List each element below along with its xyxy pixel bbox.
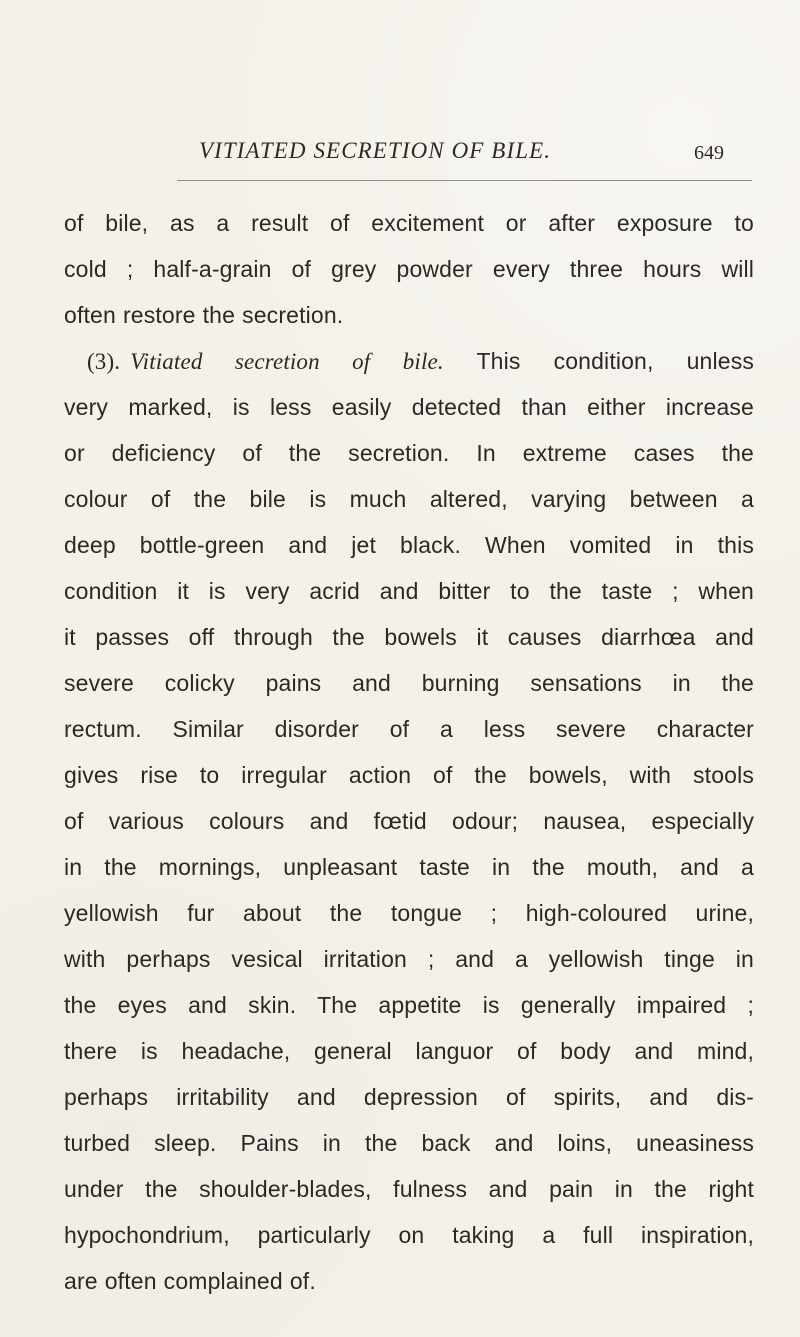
page-header <box>0 138 800 170</box>
section-heading: Vitiated secretion of bile. <box>130 349 444 374</box>
text-line: it passes off through the bowels it causes diarrhœa and <box>64 624 754 650</box>
text-line: condition it is very acrid and bitter to the taste ; when <box>64 578 754 604</box>
text-line: are often complained of. <box>64 1268 316 1294</box>
body-text <box>64 200 754 1304</box>
text-line: turbed sleep. Pains in the back and loins, uneasiness <box>64 1130 754 1156</box>
text-line: of various colours and fœtid odour; nausea, especially <box>64 808 754 834</box>
text-line: gives rise to irregular action of the bowels, with stools <box>64 762 754 788</box>
page-number: 649 <box>694 142 724 164</box>
text-line: rectum. Similar disorder of a less severe character <box>64 716 754 742</box>
section-number: (3). <box>87 349 121 374</box>
text-line: yellowish fur about the tongue ; high-coloured urine, <box>64 900 754 926</box>
running-head: VITIATED SECRETION OF BILE. <box>199 138 552 163</box>
section-heading-line <box>64 338 754 384</box>
text-line: with perhaps vesical irritation ; and a yellowish tinge in <box>64 946 754 972</box>
text-line: of bile, as a result of excitement or after exposure to <box>64 210 754 236</box>
text-line: hypochondrium, particularly on taking a full inspiration, <box>64 1222 754 1248</box>
text-line: often restore the secretion. <box>64 302 344 328</box>
text-line: very marked, is less easily detected than either increase <box>64 394 754 420</box>
section-heading-rest: This condition, unless <box>476 348 754 374</box>
text-line: perhaps irritability and depression of spirits, and dis- <box>64 1084 754 1110</box>
text-line: cold ; half-a-grain of grey powder every three hours will <box>64 256 754 282</box>
text-line: colour of the bile is much altered, varying between a <box>64 486 754 512</box>
text-line: under the shoulder-blades, fulness and pain in the right <box>64 1176 754 1202</box>
text-line: there is headache, general languor of body and mind, <box>64 1038 754 1064</box>
text-line: severe colicky pains and burning sensations in the <box>64 670 754 696</box>
text-line: the eyes and skin. The appetite is generally impaired ; <box>64 992 754 1018</box>
header-rule <box>177 180 752 181</box>
text-line: or deficiency of the secretion. In extreme cases the <box>64 440 754 466</box>
text-line: deep bottle-green and jet black. When vomited in this <box>64 532 754 558</box>
text-line: in the mornings, unpleasant taste in the mouth, and a <box>64 854 754 880</box>
